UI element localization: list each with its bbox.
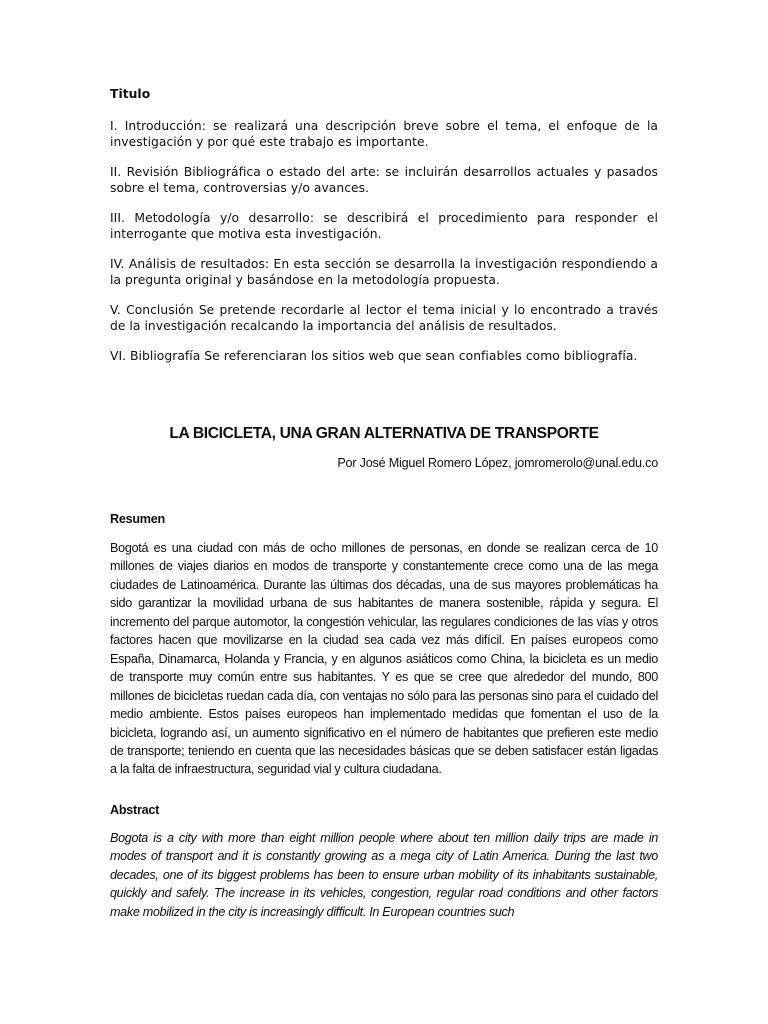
resumen-paragraph: Bogotá es una ciudad con más de ocho millones de personas, en donde se realizan cerca de 10 millones de viajes diarios en modos de transporte y constantemente crece como una de las mega ciudades de Latinoamérica. Durante las últimas dos décadas, una de sus mayores problemáticas ha sido garantizar la movilidad urbana de sus habitantes de manera sostenible, rápida y segura. El incremento del parque automotor, la congestión vehicular, las regulares condiciones de las vías y otros factores hacen que movilizarse en la ciudad sea cada vez más difícil. En países europeos como España, Dinamarca, Holanda y Francia, y en algunos asiáticos como China, la bicicleta es un medio de transporte muy común entre sus habitantes. Y es que se cree que alrededor del mundo, 800 millones de bicicletas ruedan cada día, con ventajas no sólo para las personas sino para el cuidado del medio ambiente. Estos países europeos han implementado medidas que fomentan el uso de la bicicleta, logrando así, un aumento significativo en el número de habitantes que prefieren este medio de transporte; teniendo en cuenta que las necesidades básicas que se deben satisfacer están ligadas a la falta de infraestructura, seguridad vial y cultura ciudadana. <box>110 541 658 777</box>
paper-title: LA BICICLETA, UNA GRAN ALTERNATIVA DE TRANSPORTE <box>169 425 599 442</box>
outline-title: Titulo <box>110 87 151 101</box>
abstract-heading: Abstract <box>110 803 160 817</box>
author-byline: Por José Miguel Romero López, jomromerolo@unal.edu.co <box>337 456 658 470</box>
outline-item-metodologia: III. Metodología y/o desarrollo: se describirá el procedimiento para responder el interrogante que motiva esta investigación. <box>110 211 658 241</box>
abstract-paragraph: Bogota is a city with more than eight million people where about ten million daily trips are made in modes of transport and it is constantly growing as a mega city of Latin America. During the last two decades, one of its biggest problems has been to ensure urban mobility of its inhabitants sustainable, quickly and safely. The increase in its vehicles, congestion, regular road conditions and other factors make mobilized in the city is increasingly difficult. In European countries such <box>110 831 658 919</box>
outline-item-bibliografia: VI. Bibliografía Se referenciaran los sitios web que sean confiables como bibliografía. <box>110 349 638 363</box>
outline-item-analisis: IV. Análisis de resultados: En esta sección se desarrolla la investigación respondiendo a la pregunta original y basándose en la metodología propuesta. <box>110 257 658 287</box>
outline-item-introduccion: I. Introducción: se realizará una descripción breve sobre el tema, el enfoque de la investigación y por qué este trabajo es importante. <box>110 119 658 149</box>
outline-item-conclusion: V. Conclusión Se pretende recordarle al lector el tema inicial y lo encontrado a través de la investigación recalcando la importancia del análisis de resultados. <box>110 303 658 333</box>
resumen-heading: Resumen <box>110 512 165 526</box>
outline-item-revision: II. Revisión Bibliográfica o estado del arte: se incluirán desarrollos actuales y pasados sobre el tema, controversias y/o avances. <box>110 165 658 195</box>
